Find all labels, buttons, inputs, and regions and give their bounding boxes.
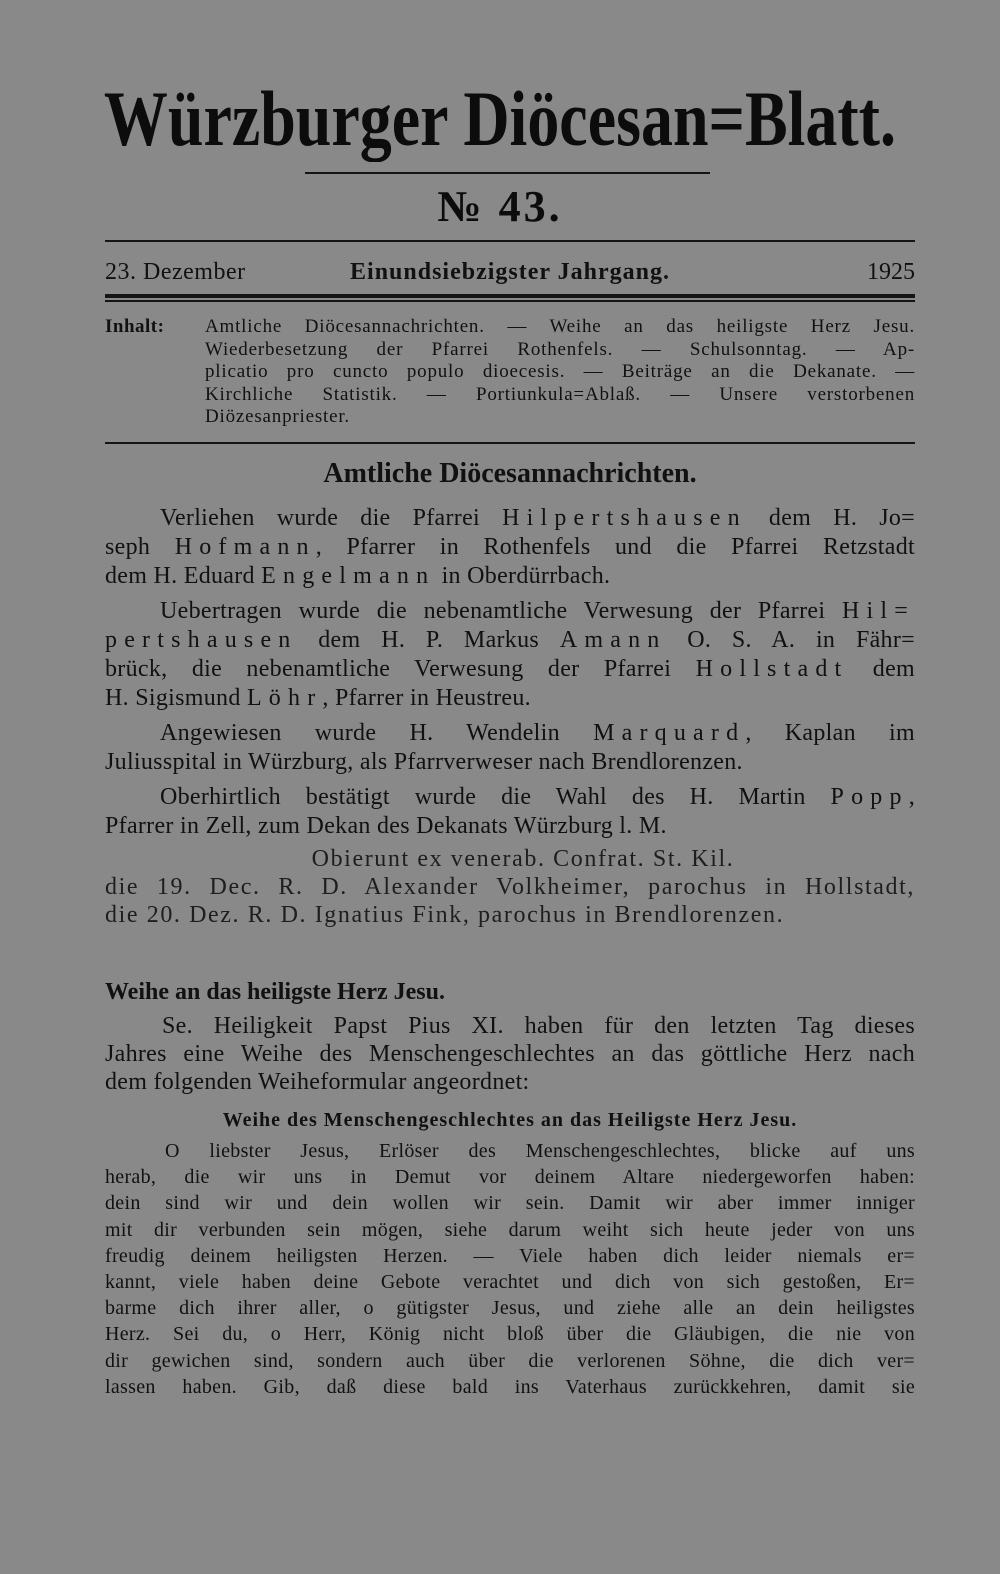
- issue-date: 23. Dezember: [105, 259, 246, 285]
- consecration-intro: [105, 1012, 915, 1096]
- text-line: dir gewichen sind, sondern auch über die verlorenen Söhne, die dich ver=: [105, 1349, 915, 1372]
- emphasized-name: Hilpertshausen: [502, 505, 747, 531]
- text-line: Amtliche Diöcesannachrichten. — Weihe an das heiligste Herz Jesu.: [205, 316, 915, 337]
- text-line: die 20. Dez. R. D. Ignatius Fink, parochus in Brendlorenzen.: [105, 902, 785, 928]
- paragraph-assignment: [105, 719, 915, 777]
- text-line: Pfarrer in Zell, zum Dekan des Dekanats Würzburg l. M.: [105, 813, 667, 839]
- obituary-lines: [105, 873, 915, 929]
- text-line: pertshausen dem H. P. Markus Amann O. S. A. in Fähr=: [105, 627, 915, 653]
- text-line: O liebster Jesus, Erlöser des Menschengeschlechtes, blicke auf uns: [165, 1140, 915, 1162]
- text-line: Herz. Sei du, o Herr, König nicht bloß über die Gläubigen, die nie von: [105, 1323, 915, 1346]
- volume-year: Einundsiebzigster Jahrgang.: [350, 259, 670, 285]
- emphasized-name: Amann: [559, 627, 667, 653]
- emphasized-name: Löhr: [246, 685, 323, 711]
- text-line: herab, die wir uns in Demut vor deinem Altare niedergeworfen haben:: [105, 1166, 915, 1189]
- text-line: dem folgenden Weiheformular angeordnet:: [105, 1069, 530, 1095]
- text-line: Verliehen wurde die Pfarrei Hilpertshausen dem H. Jo=: [160, 505, 916, 531]
- emphasized-name: Hollstadt: [695, 656, 849, 682]
- emphasized-name: Marquard: [593, 720, 746, 746]
- dateline-bottom-rule-thick: [105, 294, 915, 298]
- emphasized-name: Popp: [830, 784, 909, 810]
- text-line: Se. Heiligkeit Papst Pius XI. haben für den letzten Tag dieses: [162, 1013, 915, 1039]
- text-line: die 19. Dec. R. D. Alexander Volkheimer, parochus in Hollstadt,: [105, 874, 915, 900]
- text-line: H. Sigismund Löhr, Pfarrer in Heustreu.: [105, 685, 531, 711]
- publication-title: Würzburger Diöcesan=Blatt.: [103, 75, 897, 162]
- issue-year: 1925: [867, 259, 915, 285]
- text-line: dem H. Eduard Engelmann in Oberdürrbach.: [105, 563, 611, 589]
- official-news-body: [105, 504, 915, 929]
- prayer-title: Weihe des Menschengeschlechtes an das Heiligste Herz Jesu.: [222, 1109, 798, 1131]
- title-divider: [305, 172, 710, 174]
- issue-number: № 43.: [437, 182, 563, 231]
- emphasized-name: pertshausen: [105, 627, 298, 653]
- contents-list: [205, 316, 915, 429]
- section-heading-official-news: Amtliche Diöcesannachrichten.: [323, 458, 697, 489]
- text-line: seph Hofmann, Pfarrer in Rothenfels und die Pfarrei Retzstadt: [105, 534, 915, 560]
- text-line: lassen haben. Gib, daß diese bald ins Vaterhaus zurückkehren, damit sie: [105, 1375, 915, 1398]
- text-line: Juliusspital in Würzburg, als Pfarrverweser nach Brendlorenzen.: [105, 749, 743, 775]
- obituary-heading: Obierunt ex venerab. Confrat. St. Kil.: [311, 846, 735, 872]
- text-line: Wiederbesetzung der Pfarrei Rothenfels. — Schulsonntag. — Ap-: [205, 338, 915, 360]
- text-line: brück, die nebenamtliche Verwesung der Pfarrei Hollstadt dem: [105, 656, 915, 682]
- dateline-top-rule: [105, 240, 915, 242]
- text-line: Uebertragen wurde die nebenamtliche Verwesung der Pfarrei Hil=: [160, 598, 915, 624]
- text-line: Jahres eine Weihe des Menschengeschlechtes an das göttliche Herz nach: [105, 1041, 915, 1067]
- text-line: Kirchliche Statistik. — Portiunkula=Ablaß. — Unsere verstorbenen: [205, 383, 915, 405]
- text-line: Oberhirtlich bestätigt wurde die Wahl des H. Martin Popp,: [160, 784, 915, 810]
- text-line: barme dich ihrer aller, o gütigster Jesus, und ziehe alle an dein heiligstes: [105, 1297, 915, 1320]
- dateline: [105, 258, 915, 286]
- text-line: Diözesanpriester.: [205, 406, 350, 427]
- text-line: dein sind wir und dein wollen wir sein. Damit wir aber immer inniger: [105, 1192, 915, 1215]
- prayer-text: [105, 1138, 915, 1400]
- masthead: [0, 75, 1000, 162]
- text-line: mit dir verbunden sein mögen, siehe darum weiht sich heute jeder von uns: [105, 1218, 915, 1241]
- text-line: plicatio pro cuncto populo dioecesis. — Beiträge an die Dekanate. —: [205, 361, 915, 382]
- paragraph-appointments: [105, 504, 915, 591]
- paragraph-confirmation: [105, 783, 915, 841]
- obituary: [105, 845, 915, 929]
- contents-divider: [105, 442, 915, 444]
- dateline-bottom-rule-thin: [105, 300, 915, 302]
- contents-label: Inhalt:: [105, 316, 165, 337]
- paragraph-transfers: [105, 597, 915, 713]
- table-of-contents: [105, 316, 915, 429]
- section-heading-consecration: Weihe an das heiligste Herz Jesu.: [105, 979, 445, 1005]
- text-line: kannt, viele haben deine Gebote verachtet und dich von sich gestoßen, Er=: [105, 1271, 915, 1294]
- emphasized-name: Hil=: [841, 598, 915, 624]
- text-line: Angewiesen wurde H. Wendelin Marquard, Kaplan im: [160, 720, 915, 746]
- emphasized-name: Hofmann: [174, 534, 316, 560]
- text-line: freudig deinem heiligsten Herzen. — Viele haben dich leider niemals er=: [105, 1244, 915, 1267]
- emphasized-name: Engelmann: [261, 563, 436, 589]
